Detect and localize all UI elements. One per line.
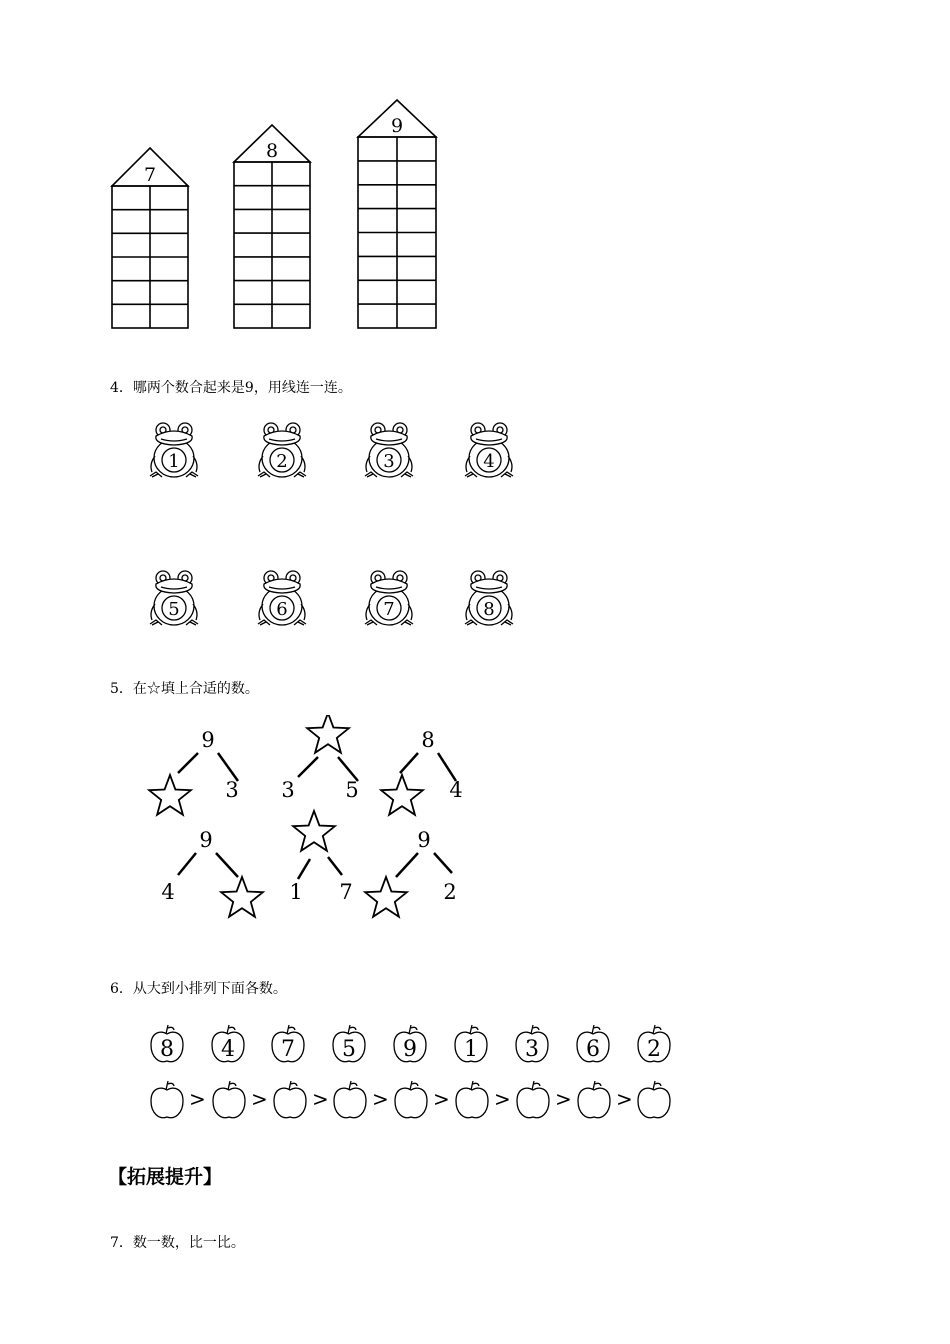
apple-answer-blank[interactable] — [513, 1080, 553, 1126]
frog-8 — [461, 568, 517, 634]
svg-text:4: 4 — [483, 451, 495, 472]
apple-icon — [270, 1080, 310, 1122]
frog-3 — [361, 420, 417, 486]
bond-number-top: 8 — [421, 728, 435, 752]
svg-text:5: 5 — [168, 599, 180, 620]
bond-number-right: 3 — [225, 778, 239, 802]
apple-answer-blank[interactable] — [147, 1080, 187, 1126]
bond-number-right: 2 — [443, 880, 457, 904]
number-bond-4 — [161, 828, 263, 917]
star-blank-top[interactable] — [307, 715, 349, 753]
svg-text:9: 9 — [403, 1037, 417, 1062]
apple-icon — [634, 1080, 674, 1122]
bond-number-top: 9 — [417, 828, 431, 852]
number-bond-1 — [149, 728, 239, 815]
apple-number-4 — [208, 1024, 248, 1070]
apple-number-3 — [512, 1024, 552, 1070]
frog-2 — [254, 420, 310, 486]
apple-icon — [209, 1080, 249, 1122]
apple-number-5 — [329, 1024, 369, 1070]
apple-answer-blank[interactable] — [574, 1080, 614, 1126]
bond-number-top: 9 — [201, 728, 215, 752]
apple-icon — [329, 1024, 369, 1066]
svg-text:6: 6 — [276, 599, 288, 620]
apple-icon — [391, 1080, 431, 1122]
greater-than-sign: > — [555, 1087, 572, 1111]
apple-answer-blank[interactable] — [391, 1080, 431, 1126]
bond-number-right: 5 — [345, 778, 359, 802]
apple-answer-blank[interactable] — [270, 1080, 310, 1126]
frog-icon — [146, 420, 202, 482]
apple-icon — [451, 1024, 491, 1066]
apple-icon — [452, 1080, 492, 1122]
frog-icon — [361, 420, 417, 482]
frog-icon — [254, 420, 310, 482]
apple-icon — [390, 1024, 430, 1066]
frog-icon — [254, 568, 310, 630]
frog-icon — [461, 568, 517, 630]
question-4-text: 4．哪两个数合起来是9，用线连一连。 — [110, 380, 352, 396]
svg-text:7: 7 — [281, 1037, 295, 1062]
frog-icon — [361, 568, 417, 630]
apple-icon — [330, 1080, 370, 1122]
apple-icon — [147, 1024, 187, 1066]
frog-icon — [146, 568, 202, 630]
star-blank-left[interactable] — [381, 775, 423, 815]
number-bonds-figure — [130, 715, 490, 935]
apple-number-2 — [634, 1024, 674, 1070]
svg-text:4: 4 — [221, 1037, 235, 1062]
apple-number-6 — [573, 1024, 613, 1070]
apple-icon — [574, 1080, 614, 1122]
apple-icon — [513, 1080, 553, 1122]
bond-number-left: 1 — [289, 880, 303, 904]
number-bond-5 — [289, 811, 352, 904]
house-8-number: 8 — [265, 140, 279, 162]
apple-number-1 — [451, 1024, 491, 1070]
greater-than-sign: > — [189, 1087, 206, 1111]
bond-number-left: 3 — [281, 778, 295, 802]
number-bond-3 — [381, 728, 463, 815]
question-6-text: 6．从大到小排列下面各数。 — [110, 981, 287, 997]
star-blank-top[interactable] — [293, 811, 335, 851]
svg-text:6: 6 — [586, 1037, 600, 1062]
frog-7 — [361, 568, 417, 634]
svg-text:8: 8 — [160, 1037, 174, 1062]
apple-answer-blank[interactable] — [452, 1080, 492, 1126]
bond-number-left: 4 — [161, 880, 175, 904]
frog-1 — [146, 420, 202, 486]
bond-number-right: 4 — [449, 778, 463, 802]
frog-icon — [461, 420, 517, 482]
svg-text:3: 3 — [383, 451, 395, 472]
star-blank-left[interactable] — [365, 877, 407, 917]
number-bond-2 — [281, 715, 358, 802]
greater-than-sign: > — [494, 1087, 511, 1111]
greater-than-sign: > — [312, 1087, 329, 1111]
svg-text:5: 5 — [342, 1037, 356, 1062]
section-title: 【拓展提升】 — [108, 1166, 223, 1188]
svg-text:8: 8 — [483, 599, 495, 620]
apple-number-9 — [390, 1024, 430, 1070]
svg-text:1: 1 — [168, 451, 180, 472]
apple-answer-blank[interactable] — [330, 1080, 370, 1126]
svg-text:3: 3 — [525, 1037, 539, 1062]
apple-answer-blank[interactable] — [209, 1080, 249, 1126]
house-7-number: 7 — [143, 164, 157, 186]
apple-icon — [634, 1024, 674, 1066]
question-7-text: 7．数一数，比一比。 — [110, 1235, 245, 1251]
frog-5 — [146, 568, 202, 634]
bond-number-right: 7 — [339, 880, 353, 904]
star-blank-left[interactable] — [149, 775, 191, 815]
apple-icon — [512, 1024, 552, 1066]
house-9-number: 9 — [390, 115, 404, 137]
number-bond-6 — [365, 828, 457, 917]
apple-icon — [147, 1080, 187, 1122]
star-blank-right[interactable] — [221, 877, 263, 917]
svg-text:7: 7 — [383, 599, 395, 620]
greater-than-sign: > — [372, 1087, 389, 1111]
bond-number-top: 9 — [199, 828, 213, 852]
question-5-text: 5．在☆填上合适的数。 — [110, 681, 259, 697]
frog-4 — [461, 420, 517, 486]
apple-number-8 — [147, 1024, 187, 1070]
apple-answer-blank[interactable] — [634, 1080, 674, 1126]
greater-than-sign: > — [616, 1087, 633, 1111]
houses-figure — [100, 90, 450, 340]
svg-text:2: 2 — [276, 451, 288, 472]
svg-text:1: 1 — [464, 1037, 478, 1062]
greater-than-sign: > — [433, 1087, 450, 1111]
apple-number-7 — [268, 1024, 308, 1070]
svg-text:2: 2 — [647, 1037, 661, 1062]
apple-icon — [268, 1024, 308, 1066]
apple-icon — [573, 1024, 613, 1066]
apple-icon — [208, 1024, 248, 1066]
greater-than-sign: > — [251, 1087, 268, 1111]
frog-6 — [254, 568, 310, 634]
